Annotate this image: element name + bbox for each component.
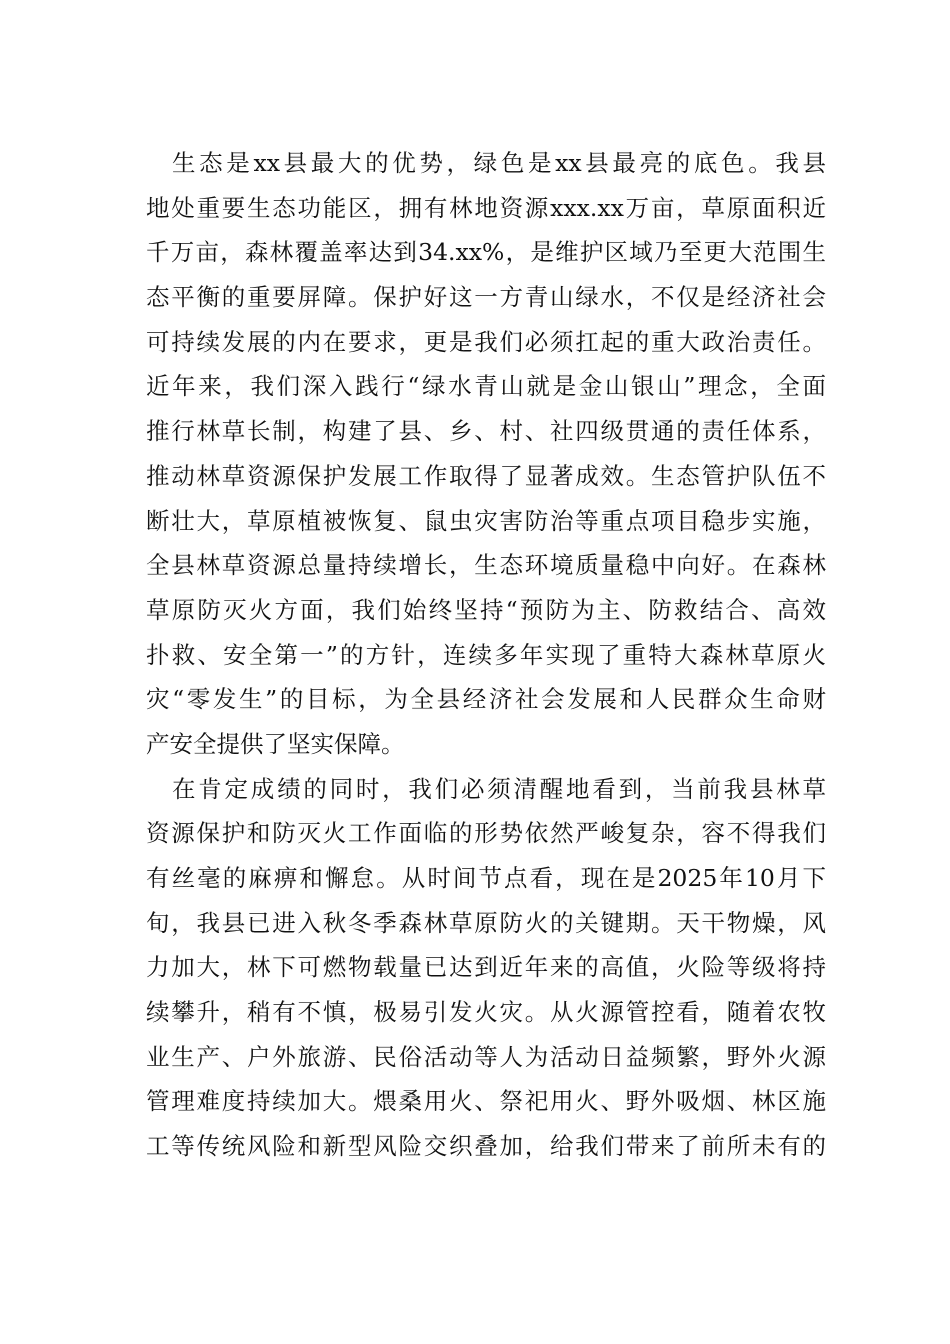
text-line: 管理难度持续加大。煨桑用火、祭祀用火、野外吸烟、林区施: [146, 1087, 826, 1116]
text-line: 扑救、安全第一”的方针，连续多年实现了重特大森林草原火: [146, 640, 826, 669]
text-line: 全县林草资源总量持续增长，生态环境质量稳中向好。在森林: [146, 551, 826, 580]
document-body: [146, 141, 826, 1169]
text-line: 态平衡的重要屏障。保护好这一方青山绿水，不仅是经济社会: [146, 283, 826, 312]
text-line: 推动林草资源保护发展工作取得了显著成效。生态管护队伍不: [146, 461, 826, 490]
text-line: 有丝毫的麻痹和懈怠。从时间节点看，现在是2025年10月下: [146, 864, 826, 892]
text-line: 业生产、户外旅游、民俗活动等人为活动日益频繁，野外火源: [146, 1042, 826, 1071]
text-line: 生态是xx县最大的优势，绿色是xx县最亮的底色。我县: [172, 149, 826, 177]
text-line: 千万亩，森林覆盖率达到34.xx%，是维护区域乃至更大范围生: [146, 238, 826, 267]
text-line: 产安全提供了坚实保障。: [146, 729, 405, 758]
paragraph-1: [146, 141, 826, 767]
text-line: 旬，我县已进入秋冬季森林草原防火的关键期。天干物燥，风: [146, 908, 826, 937]
text-line: 工等传统风险和新型风险交织叠加，给我们带来了前所未有的: [146, 1132, 826, 1161]
text-line: 在肯定成绩的同时，我们必须清醒地看到，当前我县林草: [172, 774, 826, 803]
text-line: 灾“零发生”的目标，为全县经济社会发展和人民群众生命财: [146, 685, 826, 714]
paragraph-2: [146, 767, 826, 1169]
text-line: 推行林草长制，构建了县、乡、村、社四级贯通的责任体系，: [146, 417, 826, 446]
text-line: 续攀升，稍有不慎，极易引发火灾。从火源管控看，随着农牧: [146, 998, 826, 1027]
text-line: 力加大，林下可燃物载量已达到近年来的高值，火险等级将持: [146, 953, 826, 982]
text-line: 资源保护和防灭火工作面临的形势依然严峻复杂，容不得我们: [146, 819, 826, 848]
text-line: 近年来，我们深入践行“绿水青山就是金山银山”理念，全面: [146, 372, 826, 401]
text-line: 可持续发展的内在要求，更是我们必须扛起的重大政治责任。: [146, 327, 826, 356]
text-line: 草原防灭火方面，我们始终坚持“预防为主、防救结合、高效: [146, 595, 826, 624]
text-line: 地处重要生态功能区，拥有林地资源xxx.xx万亩，草原面积近: [146, 193, 826, 222]
text-line: 断壮大，草原植被恢复、鼠虫灾害防治等重点项目稳步实施，: [146, 506, 826, 535]
